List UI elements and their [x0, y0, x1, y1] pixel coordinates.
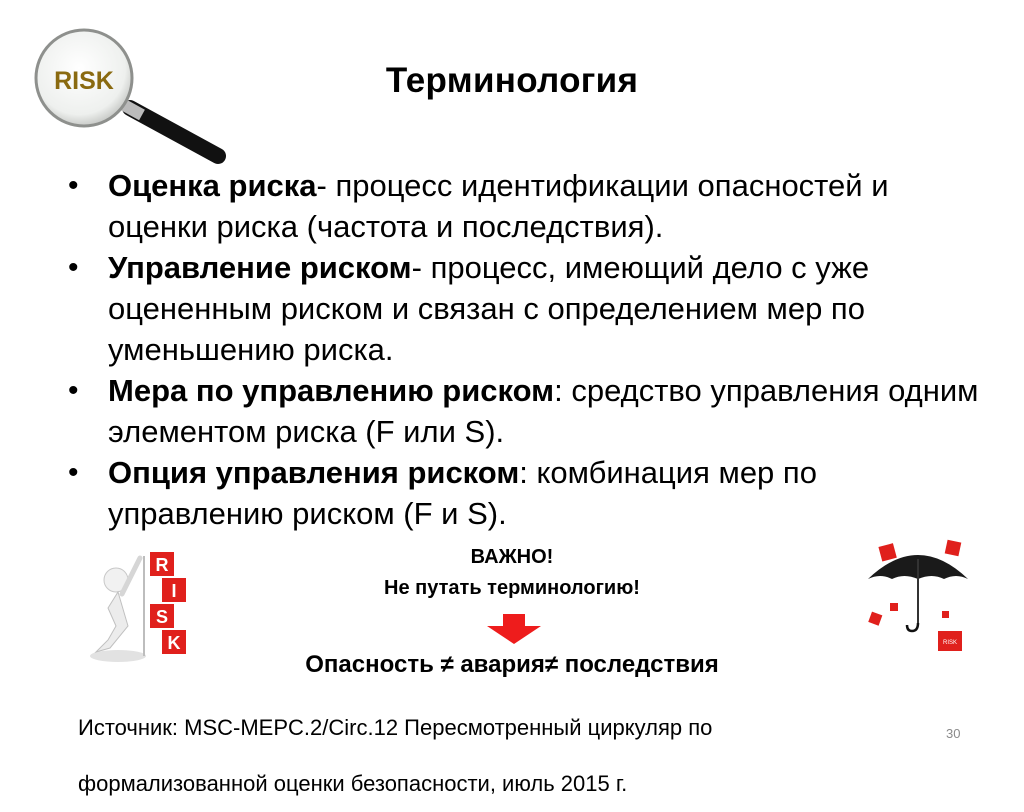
important-label: ВАЖНО! — [470, 546, 554, 568]
term: Опция управления риском — [108, 455, 520, 490]
list-item — [68, 165, 992, 247]
term-separator: : — [519, 455, 528, 490]
definition: средство управления одним элементом риска (F или S). — [108, 373, 979, 449]
term: Оценка риска — [108, 168, 317, 203]
definition: процесс идентификации опасностей и оценки риска (частота и последствия). — [108, 168, 889, 244]
page-title: Терминология — [385, 61, 639, 101]
definition: процесс, имеющий дело с уже оцененным риском и связан с определением мер по уменьшению риска. — [108, 250, 870, 367]
list-item — [68, 247, 992, 370]
term: Мера по управлению риском — [108, 373, 555, 408]
source-line-1: Источник: MSC-MEPC.2/Circ.12 Пересмотренный циркуляр по — [78, 715, 713, 740]
list-item — [68, 370, 992, 452]
figure-stacking-risk-blocks-icon — [88, 548, 198, 666]
terminology-list — [68, 165, 992, 534]
block-letter-r: R — [155, 555, 169, 575]
source-citation — [78, 700, 961, 812]
definition: комбинация мер по управлению риском (F и S). — [108, 455, 817, 531]
source-line-2: формализованной оценки безопасности, июль 2015 г. — [78, 771, 628, 796]
umbrella-risk-cubes-icon — [860, 535, 980, 655]
bullet-icon: • — [68, 456, 79, 489]
magnifier-risk-text: RISK — [54, 67, 114, 95]
term-separator: : — [554, 373, 563, 408]
block-letter-s: S — [155, 607, 169, 627]
arrow-down-icon — [487, 614, 541, 644]
important-note: Не путать терминологию! — [384, 577, 640, 599]
cube-risk-text: RISK — [942, 640, 958, 646]
term: Управление риском — [108, 250, 412, 285]
block-letter-k: K — [167, 633, 181, 653]
term-separator: - — [316, 168, 327, 203]
bullet-icon: • — [68, 169, 79, 202]
page-number: 30 — [946, 726, 961, 741]
bullet-icon: • — [68, 374, 79, 407]
list-item — [68, 452, 992, 534]
hazard-accident-consequence-equation: Опасность ≠ авария≠ последствия — [305, 651, 719, 678]
term-separator: - — [411, 250, 422, 285]
bullet-icon: • — [68, 251, 79, 284]
block-letter-i: I — [171, 581, 177, 601]
